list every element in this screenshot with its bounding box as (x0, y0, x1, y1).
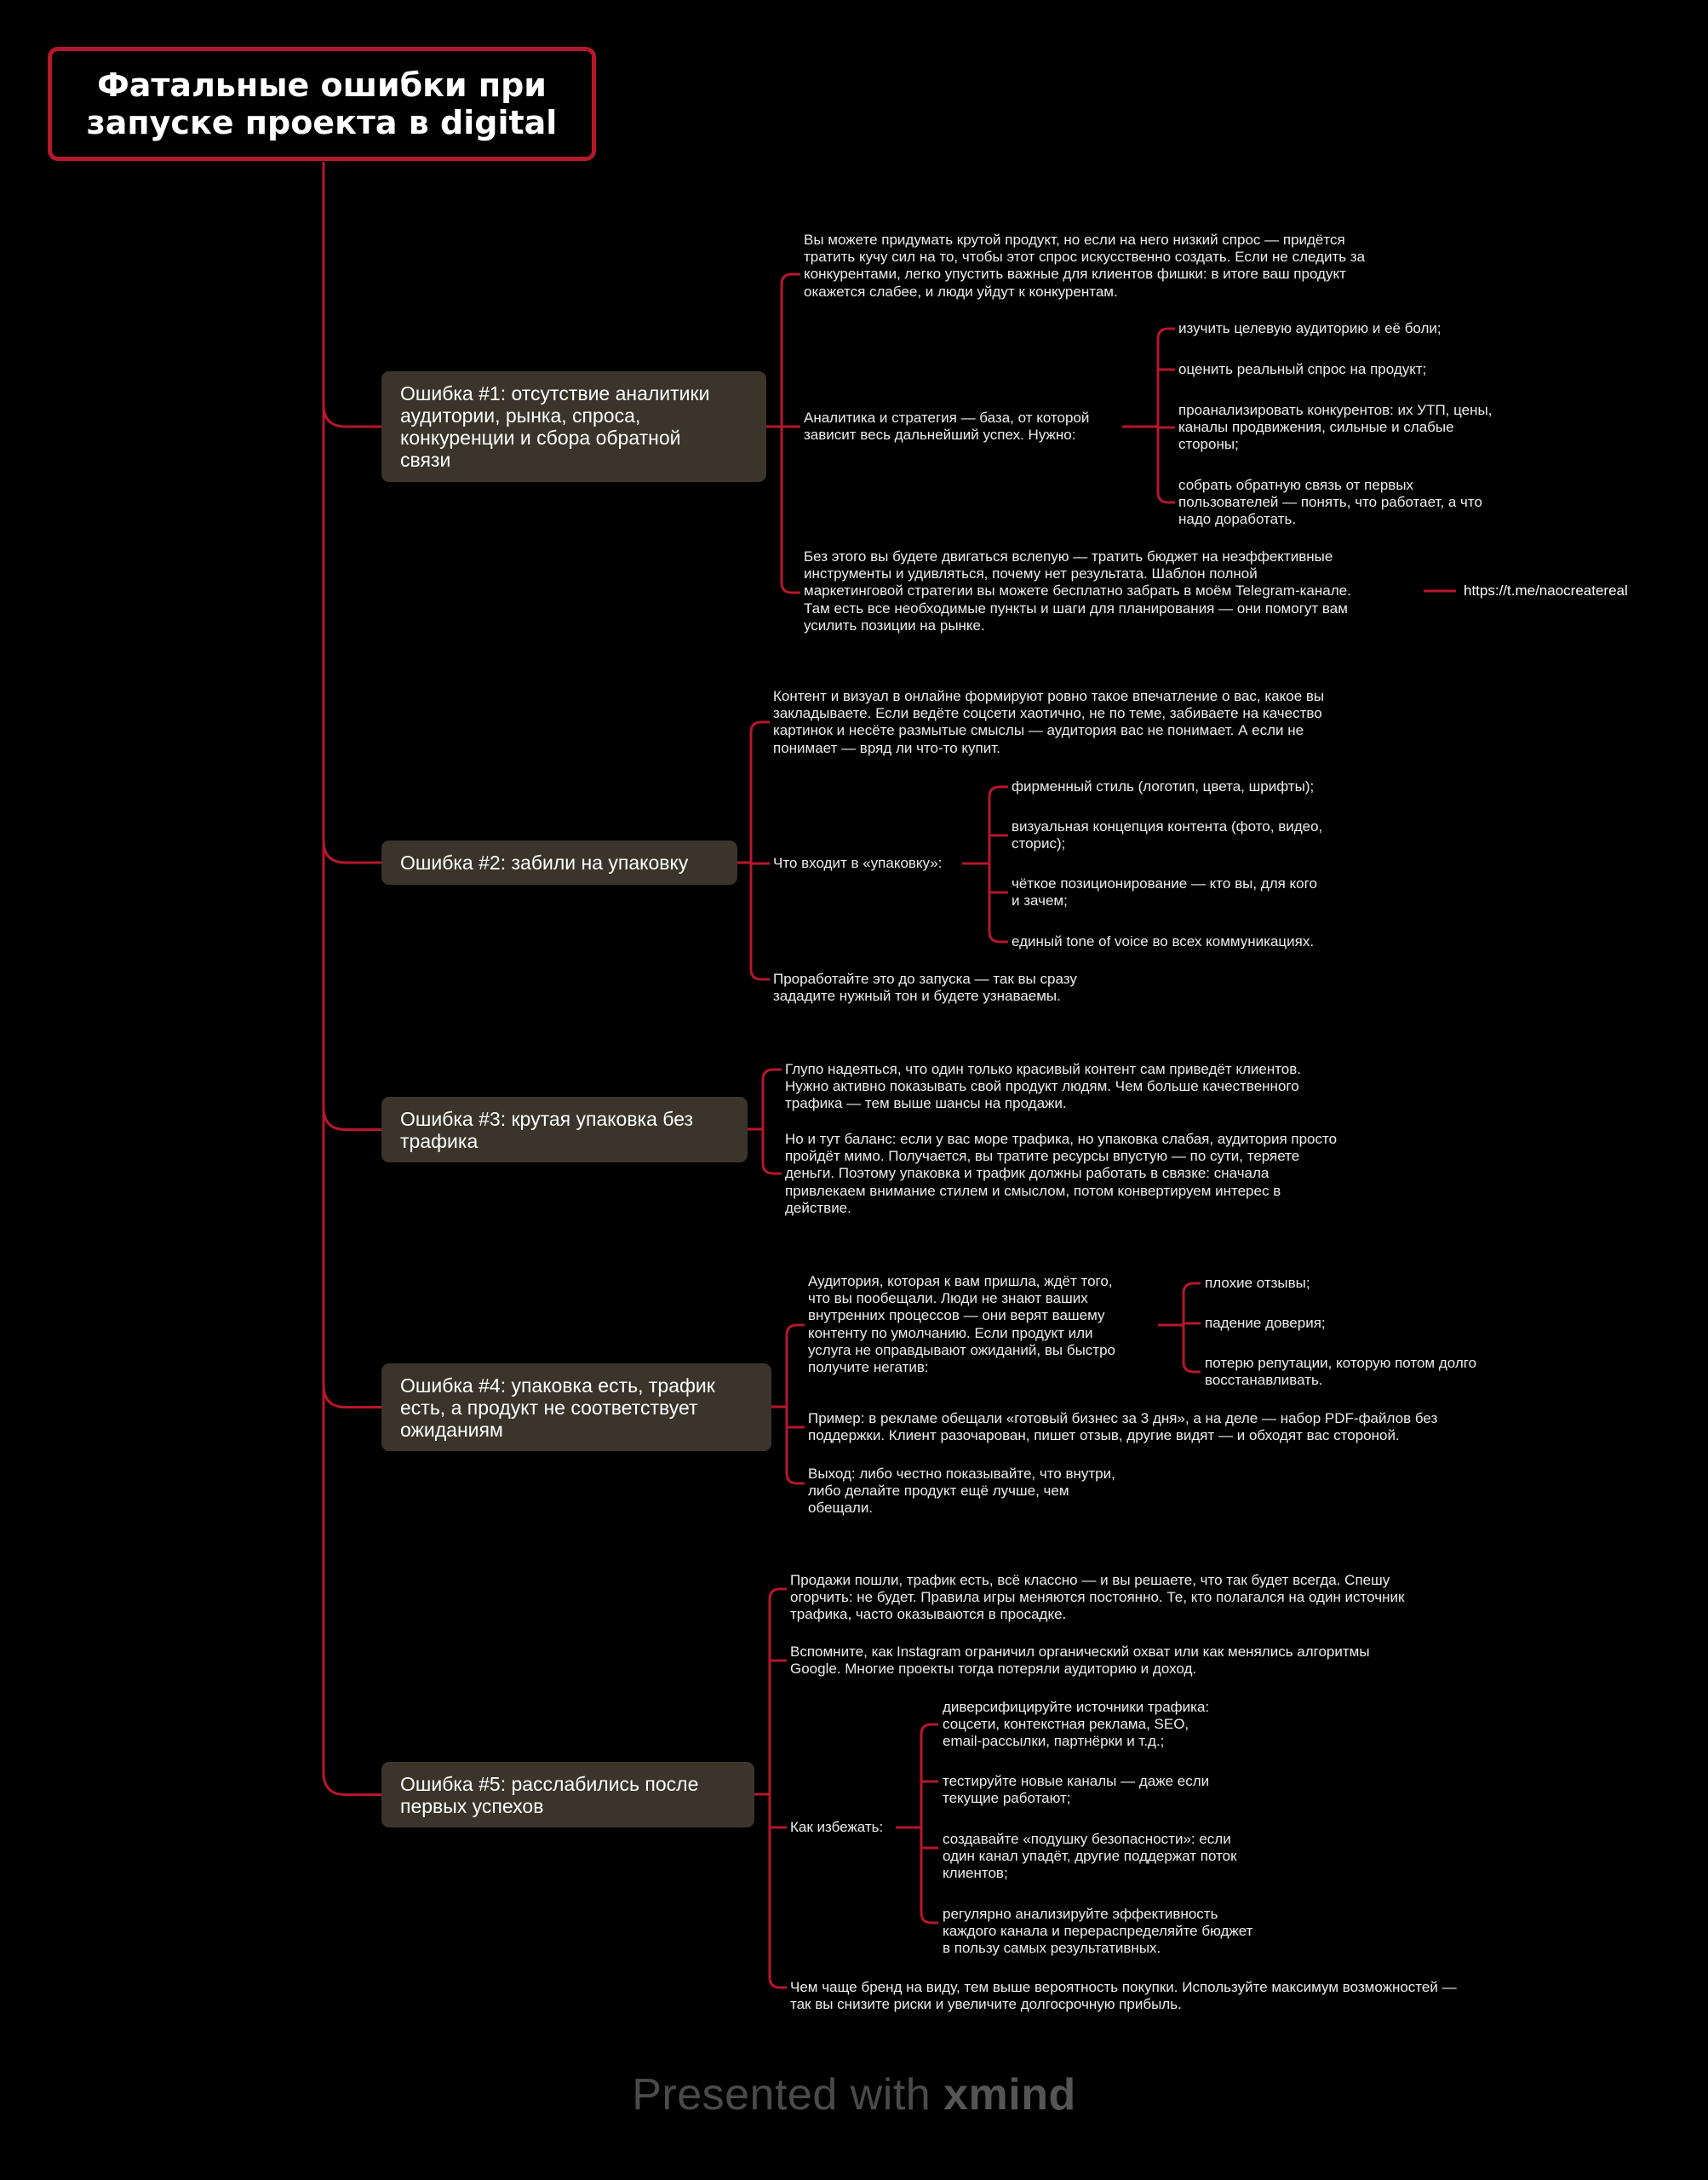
note-line: деньги. Поэтому упаковка и трафик должны работать в связке: сначала (785, 1165, 1270, 1182)
note-line: обещали. (808, 1500, 874, 1517)
note-text (943, 1831, 1237, 1883)
mistake-title (400, 852, 688, 874)
note-line: усилить позиции на рынке. (804, 617, 985, 634)
note-line: один канал упадёт, другие поддержат поток (943, 1848, 1237, 1865)
note-text (1205, 1355, 1476, 1389)
note-line: оценить реальный спрос на продукт; (1178, 361, 1427, 377)
note-line: Без этого вы будете двигаться вслепую — тратить бюджет на неэффективные (804, 548, 1333, 565)
note-line: либо делайте продукт ещё лучше, чем (808, 1483, 1069, 1500)
note-text (1178, 402, 1492, 454)
note-text (1205, 1315, 1326, 1332)
connector (763, 1163, 782, 1173)
note-text (773, 855, 942, 872)
connector (782, 582, 800, 593)
mistake-topic-1[interactable] (381, 371, 766, 482)
note-line: каналы продвижения, сильные и слабые (1178, 419, 1454, 436)
mistake-title-line: связи (400, 449, 451, 471)
note-line: регулярно анализируйте эффективность (943, 1906, 1218, 1922)
note-line: создавайте «подушку безопасности»: если (943, 1831, 1231, 1847)
note-line: зададите нужный тон и будете узнаваемы. (773, 988, 1061, 1005)
note-line: тестируйте новые каналы — даже если (943, 1773, 1210, 1789)
mistake-title-line: конкуренции и сбора обратной (400, 427, 681, 449)
note-line: в пользу самых результативных. (943, 1940, 1161, 1957)
note-text (1012, 875, 1317, 909)
note-line: трафика, часто оказываются в просадке. (790, 1606, 1067, 1623)
note-line: изучить целевую аудиторию и её боли; (1178, 320, 1441, 336)
mistake-title-line: Ошибка #5: расслабились после (400, 1772, 699, 1795)
connector (787, 1473, 805, 1483)
note-line: Но и тут баланс: если у вас море трафика, но упаковка слабая, аудитория просто (785, 1131, 1338, 1147)
note-text (808, 1466, 1115, 1517)
connector (770, 1977, 787, 1988)
note-line: проанализировать конкурентов: их УТП, цены, (1178, 402, 1493, 418)
telegram-link[interactable] (1464, 582, 1628, 600)
note-line: клиентов; (943, 1865, 1008, 1882)
note-line: сторис); (1012, 835, 1066, 852)
note-text (804, 232, 1365, 301)
note-line: что вы пообещали. Люди не знают ваших (808, 1290, 1088, 1307)
note-line: закладываете. Если ведёте соцсети хаотично, не по теме, забиваете на качество (773, 705, 1322, 722)
note-text (808, 1410, 1437, 1444)
note-line: https://t.me/naocreatereal (1464, 582, 1628, 599)
note-line: поддержки. Клиент разочарован, пишет отзыв, другие видят — и обходят вас стороной. (808, 1427, 1400, 1444)
mistake-topic-4[interactable] (381, 1363, 771, 1451)
note-text (790, 1979, 1457, 2013)
mistake-title (400, 1374, 715, 1441)
note-line: восстанавливать. (1205, 1372, 1323, 1389)
note-text (1012, 778, 1314, 795)
connector (1184, 1362, 1201, 1372)
note-line: инструменты и удивляться, почему нет результата. Шаблон полной (804, 565, 1258, 582)
mistake-topic-5[interactable] (381, 1762, 754, 1827)
note-line: Аналитика и стратегия — база, от которой (804, 410, 1090, 426)
note-line: единый tone of voice во всех коммуникациях. (1012, 933, 1315, 949)
connector (324, 840, 381, 863)
note-line: действие. (785, 1199, 851, 1216)
note-line: зависит весь дальнейший успех. Нужно: (804, 427, 1076, 444)
note-text (804, 410, 1089, 444)
note-line: падение доверия; (1205, 1315, 1326, 1331)
connector (324, 1773, 381, 1795)
note-line: маркетинговой стратегии вы можете бесплатно забрать в моём Telegram-канале. (804, 582, 1351, 600)
note-text (790, 1572, 1404, 1624)
note-line: привлекаем внимание стилем и смыслом, потом конвертируем интерес в (785, 1182, 1281, 1199)
connector (324, 404, 381, 427)
note-text (943, 1699, 1209, 1751)
note-line: тратить кучу сил на то, чтобы этот спрос искусственно создать. Если не следить за (804, 249, 1366, 266)
connector (782, 274, 800, 284)
note-line: диверсифицируйте источники трафика: (943, 1699, 1210, 1715)
note-line: огорчить: не будет. Правила игры меняются постоянно. Те, кто полагался на один источник (790, 1589, 1405, 1606)
note-line: Что входит в «упаковку»: (773, 855, 943, 871)
note-text (1205, 1275, 1310, 1292)
note-line: Пример: в рекламе обещали «готовый бизнес за 3 дня», а на деле — набор PDF-файлов без (808, 1410, 1438, 1426)
note-line: фирменный стиль (логотип, цвета, шрифты); (1012, 778, 1315, 795)
note-text (808, 1273, 1115, 1376)
mistake-title-line: есть, а продукт не соответствует (400, 1396, 698, 1419)
note-line: трафика — тем выше шансы на продажи. (785, 1095, 1067, 1112)
connector (751, 969, 770, 979)
mistake-title-line: ожиданиям (400, 1418, 503, 1441)
connector (324, 1108, 381, 1130)
note-line: Google. Многие проекты тогда потеряли аудиторию и доход. (790, 1661, 1197, 1678)
note-line: пользователей — понять, что работает, а что (1178, 494, 1482, 511)
connector (324, 1385, 381, 1408)
connector (763, 1070, 782, 1080)
note-text (773, 971, 1077, 1005)
note-text (773, 688, 1324, 757)
note-text (785, 1131, 1337, 1217)
note-line: email-рассылки, партнёрки и т.д.; (943, 1733, 1165, 1750)
connector (921, 1913, 938, 1923)
note-line: пройдёт мимо. Получается, вы тратите ресурсы впустую — по сути, теряете (785, 1148, 1300, 1165)
connector (787, 1325, 805, 1335)
mistake-title-line: аудитории, рынка, спроса, (400, 404, 641, 427)
note-line: получите негатив: (808, 1359, 929, 1376)
note-line: Проработайте это до запуска — так вы сразу (773, 971, 1077, 987)
note-text (1012, 933, 1314, 950)
note-line: и зачем; (1012, 892, 1068, 909)
note-text (785, 1061, 1301, 1113)
connector (989, 932, 1008, 942)
mistake-title-line: трафика (400, 1129, 479, 1152)
note-line: контенту по умолчанию. Если продукт или (808, 1324, 1093, 1341)
note-text (804, 548, 1351, 634)
note-line: понимает — вряд ли что-то купит. (773, 739, 1000, 756)
note-line: картинок и несёте размытые смыслы — аудитория вас не понимает. А если не (773, 722, 1304, 739)
mistake-title-line: Ошибка #3: крутая упаковка без (400, 1107, 694, 1130)
connector (1158, 492, 1175, 502)
note-line: собрать обратную связь от первых (1178, 477, 1414, 493)
note-line: плохие отзывы; (1205, 1275, 1310, 1291)
note-text (1178, 361, 1426, 378)
connector (921, 1724, 938, 1735)
note-line: окажется слабее, и люди уйдут к конкурентам. (804, 283, 1118, 300)
note-text (790, 1644, 1370, 1678)
note-text (943, 1773, 1209, 1807)
note-line: надо доработать. (1178, 511, 1297, 528)
connector (770, 1589, 787, 1599)
root-topic-title: Фатальные ошибки при запуске проекта в digital (86, 66, 558, 141)
mistake-title-line: Ошибка #1: отсутствие аналитики (400, 382, 710, 404)
note-line: конкурентами, легко упустить важные для клиентов фишки: в итоге ваш продукт (804, 266, 1346, 283)
mistake-title-line: Ошибка #4: упаковка есть, трафик (400, 1374, 715, 1397)
note-text (1012, 818, 1322, 852)
note-line: внутренних процессов — они верят вашему (808, 1307, 1105, 1324)
note-line: Контент и визуал в онлайне формируют ровно такое впечатление о вас, какое вы (773, 688, 1325, 704)
connector (989, 787, 1008, 797)
connector (751, 722, 770, 732)
note-line: Выход: либо честно показывайте, что внутри, (808, 1466, 1115, 1482)
note-line: услуга не оправдывают ожиданий, вы быстро (808, 1341, 1115, 1358)
mistake-topic-2[interactable] (381, 840, 737, 885)
note-line: Вспомните, как Instagram ограничил органический охват или как менялись алгоритмы (790, 1644, 1370, 1660)
note-line: Вы можете придумать крутой продукт, но если на него низкий спрос — придётся (804, 232, 1345, 248)
presented-with-xmind: Presented with xmind (632, 2070, 1076, 2120)
note-line: Глупо надеяться, что один только красивый контент сам приведёт клиентов. (785, 1061, 1302, 1077)
note-text (790, 1819, 883, 1836)
connector (1184, 1283, 1201, 1294)
note-line: визуальная концепция контента (фото, видео, (1012, 818, 1323, 835)
note-text (1178, 320, 1441, 337)
mistake-title-line: Ошибка #2: забили на упаковку (400, 852, 689, 874)
note-line: Продажи пошли, трафик есть, всё классно — и вы решаете, что так будет всегда. Спешу (790, 1572, 1390, 1588)
note-line: Аудитория, которая к вам пришла, ждёт того, (808, 1273, 1113, 1289)
note-line: Чем чаще бренд на виду, тем выше вероятность покупки. Используйте максимум возможностей — (790, 1979, 1457, 1995)
note-line: так вы снизите риски и увеличите долгосрочную прибыль. (790, 1996, 1182, 2013)
note-line: потерю репутации, которую потом долго (1205, 1355, 1477, 1371)
note-line: чёткое позиционирование — кто вы, для кого (1012, 875, 1317, 892)
note-line: каждого канала и перераспределяйте бюджет (943, 1923, 1253, 1940)
note-line: соцсети, контекстная реклама, SEO, (943, 1716, 1189, 1733)
note-line: Там есть все необходимые пункты и шаги для планирования — они помогут вам (804, 600, 1348, 617)
note-line: текущие работают; (943, 1790, 1071, 1807)
mistake-topic-3[interactable] (381, 1097, 748, 1162)
note-line: Нужно активно показывать свой продукт людям. Чем больше качественного (785, 1078, 1299, 1095)
root-topic[interactable] (48, 47, 596, 161)
mistake-title (400, 1108, 693, 1152)
mistake-title-line: первых успехов (400, 1794, 544, 1817)
mistake-title (400, 1773, 698, 1817)
note-line: стороны; (1178, 436, 1239, 453)
note-text (1178, 477, 1482, 529)
mistake-title (400, 382, 709, 471)
note-line: Как избежать: (790, 1819, 884, 1835)
note-text (943, 1906, 1252, 1958)
connector (1158, 329, 1175, 339)
